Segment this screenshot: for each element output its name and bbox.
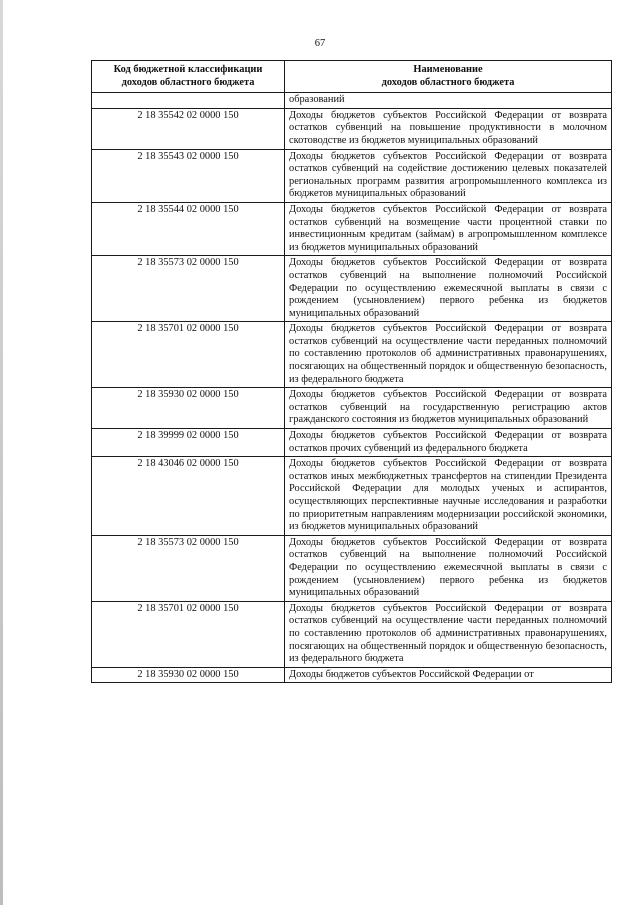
page-number: 67 [314,38,326,49]
row-description: Доходы бюджетов субъектов Российской Федерации от возврата остатков субвенций на выполнение полномочий Российской Федерации по осуществлению ежемесячной выплаты в связи с рождением (усыновлением) первого ребенка из бюджетов муниципальных образований [285,256,612,322]
row-description: образований [285,93,612,109]
header-code-column [92,61,285,93]
table-row [92,322,612,388]
header-name-column [285,61,612,93]
row-code: 2 18 35930 02 0000 150 [92,388,285,429]
row-code [92,93,285,109]
table-row [92,202,612,255]
table-row [92,667,612,683]
table-header-row [92,61,612,93]
row-description: Доходы бюджетов субъектов Российской Федерации от возврата остатков иных межбюджетных трансфертов на стипендии Президента Российской Федерации для молодых ученых и аспирантов, осуществляющих перспективные научные исследования и разработки по приоритетным направлениям модернизации российской экономики, из бюджетов муниципальных образований [285,457,612,536]
table-row [92,535,612,601]
header-code-line2: доходов областного бюджета [121,76,255,88]
row-code: 2 18 35701 02 0000 150 [92,322,285,388]
row-description: Доходы бюджетов субъектов Российской Федерации от возврата остатков субвенций на повышение продуктивности в молочном скотоводстве из бюджетов муниципальных образований [285,108,612,149]
row-description: Доходы бюджетов субъектов Российской Федерации от [285,667,612,683]
table-row [92,457,612,536]
row-description: Доходы бюджетов субъектов Российской Федерации от возврата остатков прочих субвенций из федерального бюджета [285,429,612,457]
header-name-line1: Наименование [413,64,483,75]
table-row [92,149,612,202]
header-name-line2: доходов областного бюджета [381,76,515,88]
budget-classification-table [91,60,612,683]
row-code: 2 18 35543 02 0000 150 [92,149,285,202]
row-description: Доходы бюджетов субъектов Российской Федерации от возврата остатков субвенций на осуществление части переданных полномочий по составлению протоколов об административных правонарушениях, посягающих на общественный порядок и общественную безопасность, из федерального бюджета [285,322,612,388]
table-row [92,256,612,322]
table-row [92,601,612,667]
row-code: 2 18 43046 02 0000 150 [92,457,285,536]
table-row [92,388,612,429]
row-code: 2 18 35930 02 0000 150 [92,667,285,683]
table-row [92,429,612,457]
row-code: 2 18 35544 02 0000 150 [92,202,285,255]
row-code: 2 18 35542 02 0000 150 [92,108,285,149]
table-row [92,108,612,149]
scan-edge [0,0,3,905]
row-description: Доходы бюджетов субъектов Российской Федерации от возврата остатков субвенций на содействие достижению целевых показателей региональных программ развития агропромышленного комплекса из бюджетов муниципальных образований [285,149,612,202]
row-code: 2 18 35573 02 0000 150 [92,256,285,322]
row-code: 2 18 35701 02 0000 150 [92,601,285,667]
row-description: Доходы бюджетов субъектов Российской Федерации от возврата остатков субвенций на возмещение части процентной ставки по инвестиционным кредитам (займам) в агропромышленном комплексе из бюджетов муниципальных образований [285,202,612,255]
row-description: Доходы бюджетов субъектов Российской Федерации от возврата остатков субвенций на осуществление части переданных полномочий по составлению протоколов об административных правонарушениях, посягающих на общественный порядок и общественную безопасность, из федерального бюджета [285,601,612,667]
table-row [92,93,612,109]
row-code: 2 18 35573 02 0000 150 [92,535,285,601]
row-code: 2 18 39999 02 0000 150 [92,429,285,457]
header-code-line1: Код бюджетной классификации [113,64,263,75]
row-description: Доходы бюджетов субъектов Российской Федерации от возврата остатков субвенций на выполнение полномочий Российской Федерации по осуществлению ежемесячной выплаты в связи с рождением (усыновлением) первого ребенка из бюджетов муниципальных образований [285,535,612,601]
row-description: Доходы бюджетов субъектов Российской Федерации от возврата остатков субвенций на государственную регистрацию актов гражданского состояния из бюджетов муниципальных образований [285,388,612,429]
